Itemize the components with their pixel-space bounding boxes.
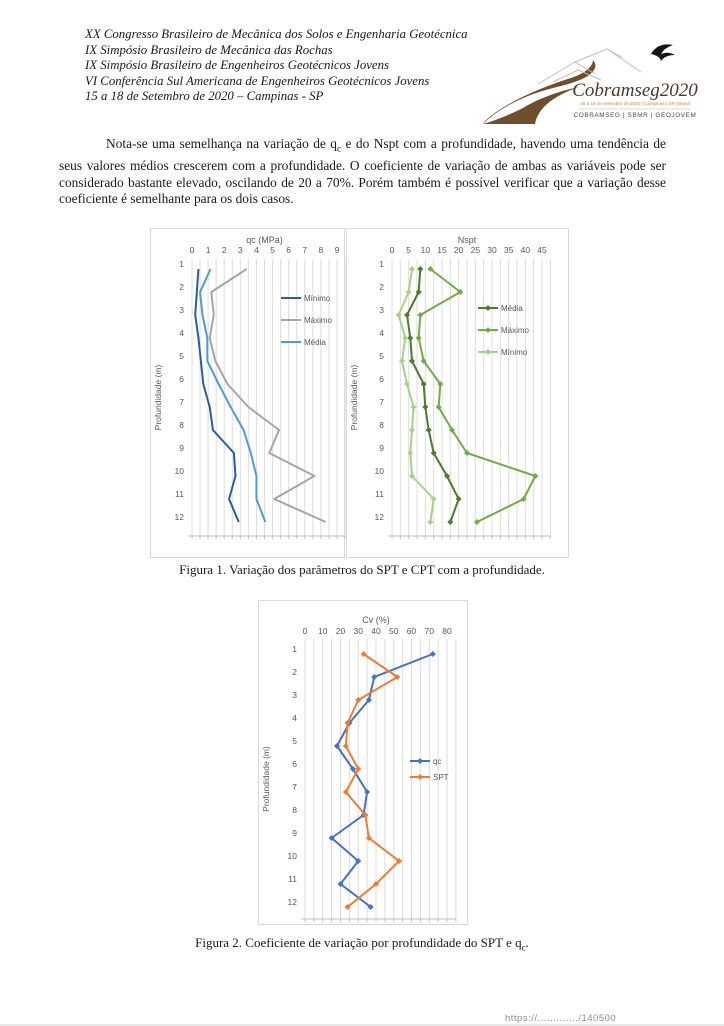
svg-text:7: 7 bbox=[292, 782, 297, 792]
conference-line-3: IX Simpósio Brasileiro de Engenheiros Geotécnicos Jovens bbox=[85, 58, 389, 73]
chart-qc-profundidade bbox=[150, 228, 345, 558]
svg-text:Profundidade (m): Profundidade (m) bbox=[349, 364, 359, 431]
logo-title: Cobramseg2020 bbox=[572, 80, 698, 101]
svg-text:10: 10 bbox=[318, 626, 328, 636]
svg-text:9: 9 bbox=[292, 828, 297, 838]
conference-line-4: VI Conferência Sul Americana de Engenheiros Geotécnicos Jovens bbox=[85, 73, 430, 88]
svg-text:SPT: SPT bbox=[433, 773, 449, 782]
svg-text:8: 8 bbox=[292, 805, 297, 815]
footer-link[interactable]: https://............./140500 bbox=[505, 1013, 617, 1024]
svg-text:11: 11 bbox=[175, 489, 184, 499]
body-paragraph bbox=[59, 136, 666, 208]
svg-text:11: 11 bbox=[288, 874, 297, 884]
svg-text:3: 3 bbox=[237, 245, 243, 255]
svg-text:40: 40 bbox=[371, 626, 381, 636]
svg-text:2: 2 bbox=[379, 282, 384, 292]
svg-text:11: 11 bbox=[375, 489, 384, 499]
svg-text:25: 25 bbox=[470, 245, 481, 255]
svg-text:6: 6 bbox=[379, 374, 384, 384]
conference-line-2: IX Simpósio Brasileiro de Mecânica das Rochas bbox=[85, 42, 333, 57]
svg-text:10: 10 bbox=[174, 466, 184, 476]
svg-text:Mínimo: Mínimo bbox=[304, 294, 331, 303]
cobramseg-logo bbox=[483, 32, 711, 126]
svg-text:1: 1 bbox=[292, 644, 297, 654]
svg-text:10: 10 bbox=[374, 466, 384, 476]
qc-subscript: c bbox=[336, 144, 342, 155]
svg-text:4: 4 bbox=[379, 328, 384, 338]
svg-text:5: 5 bbox=[379, 351, 384, 361]
svg-text:Média: Média bbox=[501, 304, 523, 313]
footer-link-clip bbox=[505, 1008, 710, 1024]
figure1 bbox=[150, 228, 569, 558]
mountains-graphic bbox=[538, 49, 641, 84]
svg-text:4: 4 bbox=[292, 713, 297, 723]
svg-text:Profundidade (m): Profundidade (m) bbox=[261, 746, 271, 812]
svg-text:qc (MPa): qc (MPa) bbox=[246, 235, 283, 245]
svg-text:2: 2 bbox=[179, 282, 184, 292]
figure1-caption: Figura 1. Variação dos parâmetros do SPT e CPT com a profundidade. bbox=[179, 562, 545, 577]
svg-text:0: 0 bbox=[189, 245, 195, 255]
svg-text:Nspt: Nspt bbox=[457, 235, 477, 245]
svg-text:7: 7 bbox=[379, 397, 384, 407]
svg-text:40: 40 bbox=[520, 245, 531, 255]
svg-text:10: 10 bbox=[420, 245, 431, 255]
svg-text:15: 15 bbox=[437, 245, 447, 255]
svg-text:3: 3 bbox=[292, 690, 297, 700]
svg-text:5: 5 bbox=[179, 351, 184, 361]
svg-text:20: 20 bbox=[453, 245, 464, 255]
svg-text:5: 5 bbox=[406, 245, 412, 255]
svg-text:2: 2 bbox=[292, 667, 297, 677]
svg-text:Média: Média bbox=[304, 338, 326, 347]
svg-text:9: 9 bbox=[379, 443, 384, 453]
svg-text:8: 8 bbox=[179, 420, 184, 430]
svg-text:3: 3 bbox=[379, 305, 384, 315]
figure2 bbox=[258, 600, 468, 925]
svg-text:12: 12 bbox=[174, 512, 184, 522]
paragraph-text-start: Nota-se uma semelhança na variação de q bbox=[106, 136, 337, 151]
svg-text:Cv (%): Cv (%) bbox=[362, 615, 390, 625]
svg-text:10: 10 bbox=[287, 851, 297, 861]
svg-text:50: 50 bbox=[389, 626, 399, 636]
figure2-caption-start: Figura 2. Coeficiente de variação por profundidade do SPT e q bbox=[195, 935, 522, 950]
svg-text:3: 3 bbox=[179, 305, 184, 315]
svg-text:5: 5 bbox=[292, 736, 297, 746]
svg-text:0: 0 bbox=[389, 245, 395, 255]
svg-text:12: 12 bbox=[287, 897, 297, 907]
svg-text:2: 2 bbox=[221, 245, 227, 255]
conference-header bbox=[85, 27, 468, 105]
svg-text:30: 30 bbox=[353, 626, 363, 636]
svg-text:Profundidade (m): Profundidade (m) bbox=[153, 364, 163, 431]
logo-orgs: COBRAMSEG | SBMR | GEOJOVEM bbox=[573, 112, 697, 119]
svg-text:6: 6 bbox=[179, 374, 184, 384]
svg-text:35: 35 bbox=[503, 245, 514, 255]
bird-icon bbox=[651, 44, 675, 61]
conference-line-5: 15 a 18 de Setembro de 2020 – Campinas - SP bbox=[85, 89, 324, 104]
logo-subtitle: 15 a 18 de setembro de 2020 | Campinas | SP | Brasil bbox=[580, 101, 690, 106]
paragraph-text-end: e do Nspt com a profundidade, havendo uma tendência de seus valores médios crescerem com a profundidade. O coeficiente de variação de ambas as variáveis pode ser considerado bastante elevado, oscilando de 20 a 70%. Porém também é possível verificar que a variação desse coeficiente é semelhante para os dois casos. bbox=[59, 136, 666, 207]
svg-text:Máximo: Máximo bbox=[304, 316, 333, 325]
svg-text:Mínimo: Mínimo bbox=[501, 348, 528, 357]
conference-line-1: XX Congresso Brasileiro de Mecânica dos Solos e Engenharia Geotécnica bbox=[85, 27, 468, 41]
svg-text:1: 1 bbox=[379, 259, 384, 269]
svg-text:70: 70 bbox=[424, 626, 434, 636]
svg-text:80: 80 bbox=[442, 626, 452, 636]
chart-cv-profundidade bbox=[258, 600, 468, 925]
svg-text:Máximo: Máximo bbox=[501, 326, 530, 335]
svg-text:45: 45 bbox=[537, 245, 547, 255]
figure2-caption bbox=[0, 935, 724, 953]
svg-text:20: 20 bbox=[335, 626, 346, 636]
svg-text:1: 1 bbox=[205, 245, 211, 255]
svg-text:7: 7 bbox=[179, 397, 184, 407]
chart-nspt-profundidade bbox=[346, 228, 569, 558]
svg-text:0: 0 bbox=[302, 626, 308, 636]
svg-text:9: 9 bbox=[334, 245, 340, 255]
figure2-caption-end: . bbox=[525, 935, 529, 950]
figure2-caption-subscript: c bbox=[521, 942, 526, 953]
svg-text:1: 1 bbox=[179, 259, 184, 269]
svg-text:30: 30 bbox=[487, 245, 497, 255]
svg-text:4: 4 bbox=[254, 245, 259, 255]
svg-text:60: 60 bbox=[406, 626, 417, 636]
svg-text:8: 8 bbox=[379, 420, 384, 430]
svg-text:5: 5 bbox=[270, 245, 275, 255]
svg-text:12: 12 bbox=[374, 512, 384, 522]
svg-text:6: 6 bbox=[292, 759, 297, 769]
svg-text:9: 9 bbox=[179, 443, 184, 453]
svg-text:8: 8 bbox=[318, 245, 324, 255]
svg-text:qc: qc bbox=[433, 757, 442, 766]
svg-text:7: 7 bbox=[302, 245, 308, 255]
svg-text:6: 6 bbox=[286, 245, 292, 255]
svg-text:4: 4 bbox=[179, 328, 184, 338]
